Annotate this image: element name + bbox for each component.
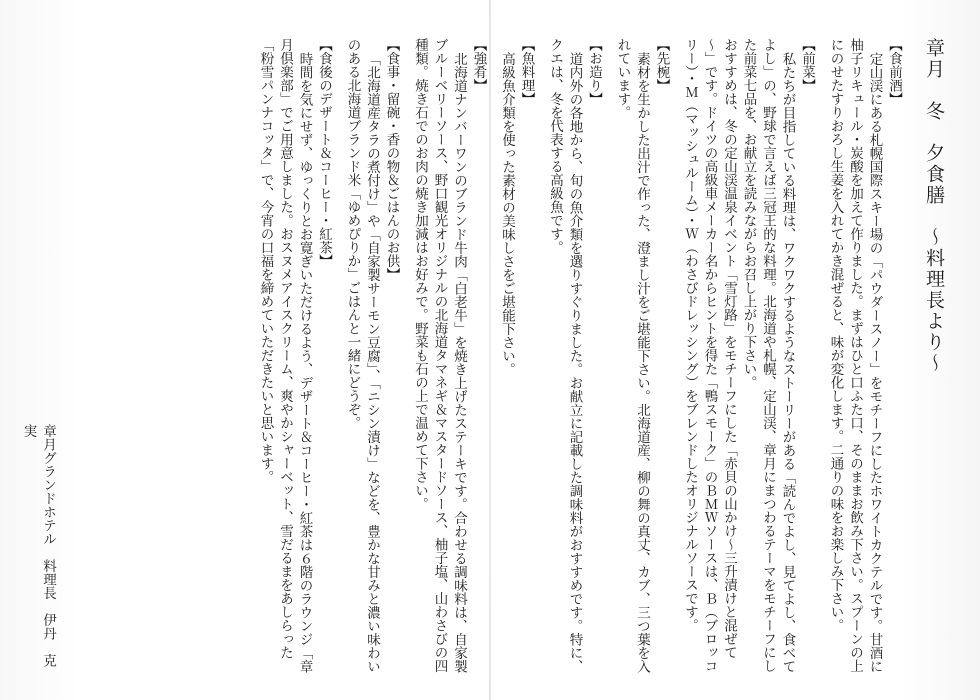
section-body-dessert: 時間を気にせず、ゆっくりとお寛ぎいただけるよう、デザート＆コーヒー・紅茶は６階のラウンジ「章月倶楽部」でご用意しました。おスヌメアイスクリーム、爽やかシャーベット、雪だるまをあしらった「粉雪パンナコッタ」で、今宵の口福を締めていただきたいと思います。 [257, 38, 313, 673]
section-heading-main: 【強肴】 [470, 38, 487, 92]
section-heading-rice: 【食事・留碗・香の物＆ごはんのお供】 [383, 38, 400, 281]
signature-text: 章月グランドホテル 料理長 伊丹 克実 [20, 424, 56, 667]
section-body-fish: 高級魚介類を使った素材の美味しさをご堪能下さい。 [499, 51, 515, 376]
section-body-sashimi: 道内外の各地から、旬の魚介類を選りすぐりました。お献立に記載した調味料がおすすめです。特に、クエは、冬を代表する高級魚です。 [547, 38, 583, 673]
section-heading-aperitif: 【食前酒】 [886, 38, 902, 106]
section-body-rice: 「北海道産タラの煮付け」や「自家製サーモン豆腐」、「ニシン漬け」などを、豊かな甘みと濃い味わいのある北海道ブランド米「ゆめぴりか」ごはんと一緒にどうぞ。 [344, 38, 380, 673]
section-body-soup: 素材を生かした出汁で作った、澄まし汁をご堪能下さい。北海道産、柳の舞の真丈、カブ、三つ葉を入れています。 [614, 38, 650, 673]
section-heading-dessert: 【食後のデザート＆コーヒー・紅茶】 [316, 38, 332, 268]
section-body-aperitif: 定山渓にある札幌国際スキー場の「パウダースノー」をモチーフにしたホワイトカクテルです。甘酒に柚子リキュール・炭酸を加えて作りました。まずはひと口ふた口、そのままお飲み下さい。スプーンの上にのせたすりおろし生姜を入れてかき混ぜると、味が変化します。二通りの味をお楽しみ下さい。 [827, 38, 883, 673]
section-heading-sashimi: 【お造り】 [586, 38, 602, 106]
menu-letter-body [255, 38, 948, 678]
letter-title: 章月 冬 夕食膳 ～料理長より～ [923, 38, 945, 374]
section-body-main: 北海道ナンバーワンのブランド牛肉「白老牛」を焼き上げたステーキです。合わせる調味料は、自家製ブルーベリーソース、野口観光オリジナルの北海道タマネギ＆マスタードソース、柚子塩、山わさびの四種類。焼き石でのお肉の焼き加減はお好みで。野菜も石の上で温めて下さい。 [412, 38, 467, 673]
section-heading-fish: 【魚料理】 [518, 38, 535, 106]
section-body-appetizer: 私たちが目指している料理は、ワクワクするようなストーリーがある「読んでよし、見てよし、食べてよし」の、野球で言えば三冠王的な料理。北海道や札幌、定山渓、章月にまつわるテーマをモチーフにした前菜七品を、お献立を読みながらお召し上がり下さい。 おすすめは、冬の定山渓温泉イベント「雪灯路」をモチーフにした「赤貝の山かけ～三升漬けと混ぜて～」です。ドイツの高級車メーカー名からヒントを得た「鴨スモーク」のＢＭＷソースは、Ｂ（ブロッコリー）・Ｍ（マッシュルーム）・Ｗ（わさびドレッシング）をブレンドしたオリジナルソースです。 [682, 38, 796, 673]
section-heading-soup: 【先椀】 [653, 38, 670, 92]
section-heading-appetizer: 【前菜】 [799, 38, 815, 92]
chef-signature [18, 424, 57, 674]
